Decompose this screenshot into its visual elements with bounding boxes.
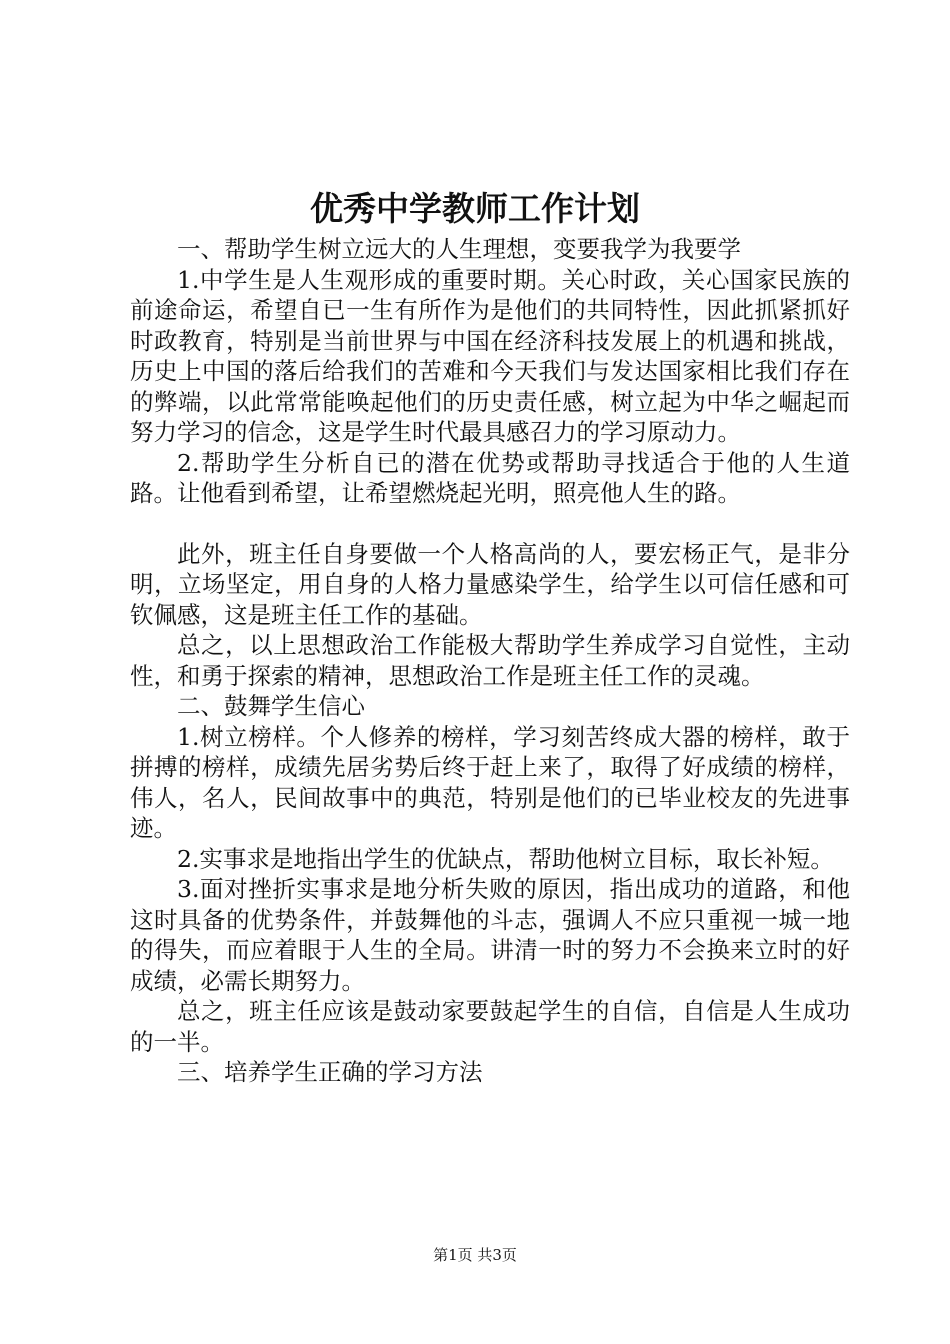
paragraph-additionally: 此外，班主任自身要做一个人格高尚的人，要宏杨正气，是非分明，立场坚定，用自身的人格力量感染学生，给学生以可信任感和可钦佩感，这是班主任工作的基础。: [130, 539, 850, 629]
paragraph-1-2: 2.帮助学生分析自已的潜在优势或帮助寻找适合于他的人生道路。让他看到希望，让希望燃烧起光明，照亮他人生的路。: [130, 448, 850, 507]
paragraph-2-3: 3.面对挫折实事求是地分析失败的原因，指出成功的道路，和他这时具备的优势条件，并鼓舞他的斗志，强调人不应只重视一城一地的得失，而应着眼于人生的全局。讲清一时的努力不会换来立时的好成绩，必需长期努力。: [130, 875, 850, 995]
section-heading-2: 二、鼓舞学生信心: [177, 692, 365, 720]
document-title: 优秀中学教师工作计划: [310, 189, 640, 228]
paragraph-2-2: 2.实事求是地指出学生的优缺点，帮助他树立目标，取长补短。: [177, 844, 834, 873]
section-heading-1: 一、帮助学生树立远大的人生理想，变要我学为我要学: [177, 235, 741, 263]
paragraph-spacer: [130, 509, 850, 539]
section-heading-3: 三、培养学生正确的学习方法: [177, 1058, 483, 1086]
page-number-footer: 第1页 共3页: [433, 1246, 517, 1264]
paragraph-1-1: 1.中学生是人生观形成的重要时期。关心时政，关心国家民族的前途命运，希望自已一生有所作为是他们的共同特性，因此抓紧抓好时政教育，特别是当前世界与中国在经济科技发展上的机遇和挑战，历史上中国的落后给我们的苦难和今天我们与发达国家相比我们存在的弊端，以此常常能唤起他们的历史责任感，树立起为中华之崛起而努力学习的信念，这是学生时代最具感召力的学习原动力。: [130, 265, 850, 446]
paragraph-summary-1: 总之，以上思想政治工作能极大帮助学生养成学习自觉性，主动性，和勇于探索的精神，思想政治工作是班主任工作的灵魂。: [130, 631, 850, 690]
paragraph-summary-2: 总之，班主任应该是鼓动家要鼓起学生的自信，自信是人生成功的一半。: [130, 997, 850, 1056]
paragraph-2-1: 1.树立榜样。个人修养的榜样，学习刻苦终成大器的榜样，敢于拼搏的榜样，成绩先居劣势后终于赶上来了，取得了好成绩的榜样，伟人，名人，民间故事中的典范，特别是他们的已毕业校友的先进事迹。: [130, 722, 850, 842]
document-body: [130, 234, 850, 1088]
